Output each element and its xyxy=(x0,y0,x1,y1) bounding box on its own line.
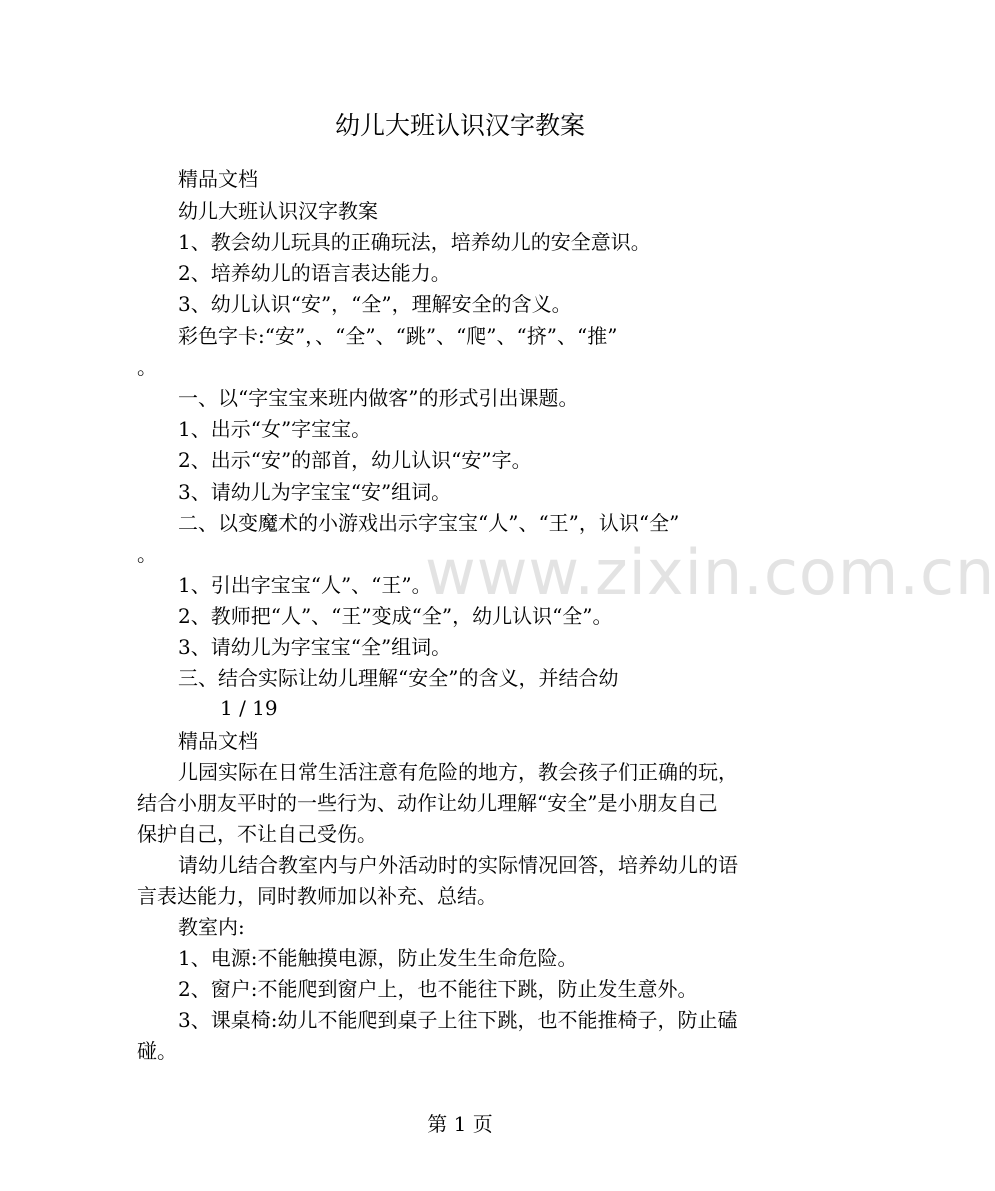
text-line: 2、窗户:不能爬到窗户上，也不能往下跳，防止发生意外。 xyxy=(178,977,698,1001)
page-title: 幼儿大班认识汉字教案 xyxy=(334,111,585,140)
text-line: 精品文档 xyxy=(178,729,258,753)
text-line: 1、教会幼儿玩具的正确玩法，培养幼儿的安全意识。 xyxy=(178,230,651,254)
text-line: 结合小朋友平时的一些行为、动作让幼儿理解“安全”是小朋友自己 xyxy=(137,791,718,815)
text-line: 精品文档 xyxy=(178,167,258,191)
text-line: 三、结合实际让幼儿理解“安全”的含义，并结合幼 xyxy=(178,666,619,690)
text-line: 1、引出字宝宝“人”、“王”。 xyxy=(178,573,432,597)
text-line: 3、幼儿认识“安”，“全”，理解安全的含义。 xyxy=(178,292,572,316)
watermark: www.zixin.com.cn xyxy=(425,536,995,609)
text-line: 请幼儿结合教室内与户外活动时的实际情况回答，培养幼儿的语 xyxy=(178,853,738,877)
text-line: 幼儿大班认识汉字教案 xyxy=(178,199,378,223)
text-line: 。 xyxy=(137,542,157,566)
text-line: 2、出示“安”的部首，幼儿认识“安”字。 xyxy=(178,448,532,472)
page-number: 1 / 19 xyxy=(220,696,278,720)
text-line: 二、以变魔术的小游戏出示字宝宝“人”、“王”，认识“全” xyxy=(178,511,680,535)
text-line: 。 xyxy=(137,355,157,379)
text-line: 3、请幼儿为字宝宝“安”组词。 xyxy=(178,480,452,504)
text-line: 碰。 xyxy=(137,1039,177,1063)
text-line: 彩色字卡:“安”，、“全”、“跳”、“爬”、“挤”、“推” xyxy=(178,324,618,348)
text-line: 3、请幼儿为字宝宝“全”组词。 xyxy=(178,635,452,659)
text-line: 儿园实际在日常生活注意有危险的地方，教会孩子们正确的玩， xyxy=(178,760,738,784)
text-line: 言表达能力，同时教师加以补充、总结。 xyxy=(137,884,497,908)
text-line: 1、出示“女”字宝宝。 xyxy=(178,417,372,441)
page-footer: 第 1 页 xyxy=(427,1112,493,1136)
text-line: 一、以“字宝宝来班内做客”的形式引出课题。 xyxy=(178,386,579,410)
text-line: 2、培养幼儿的语言表达能力。 xyxy=(178,261,451,285)
text-line: 保护自己，不让自己受伤。 xyxy=(137,822,377,846)
text-line: 教室内: xyxy=(178,915,245,939)
text-line: 2、教师把“人”、“王”变成“全”，幼儿认识“全”。 xyxy=(178,604,613,628)
text-line: 1、电源:不能触摸电源，防止发生生命危险。 xyxy=(178,946,578,970)
text-line: 3、课桌椅:幼儿不能爬到桌子上往下跳，也不能推椅子，防止磕 xyxy=(178,1008,738,1032)
